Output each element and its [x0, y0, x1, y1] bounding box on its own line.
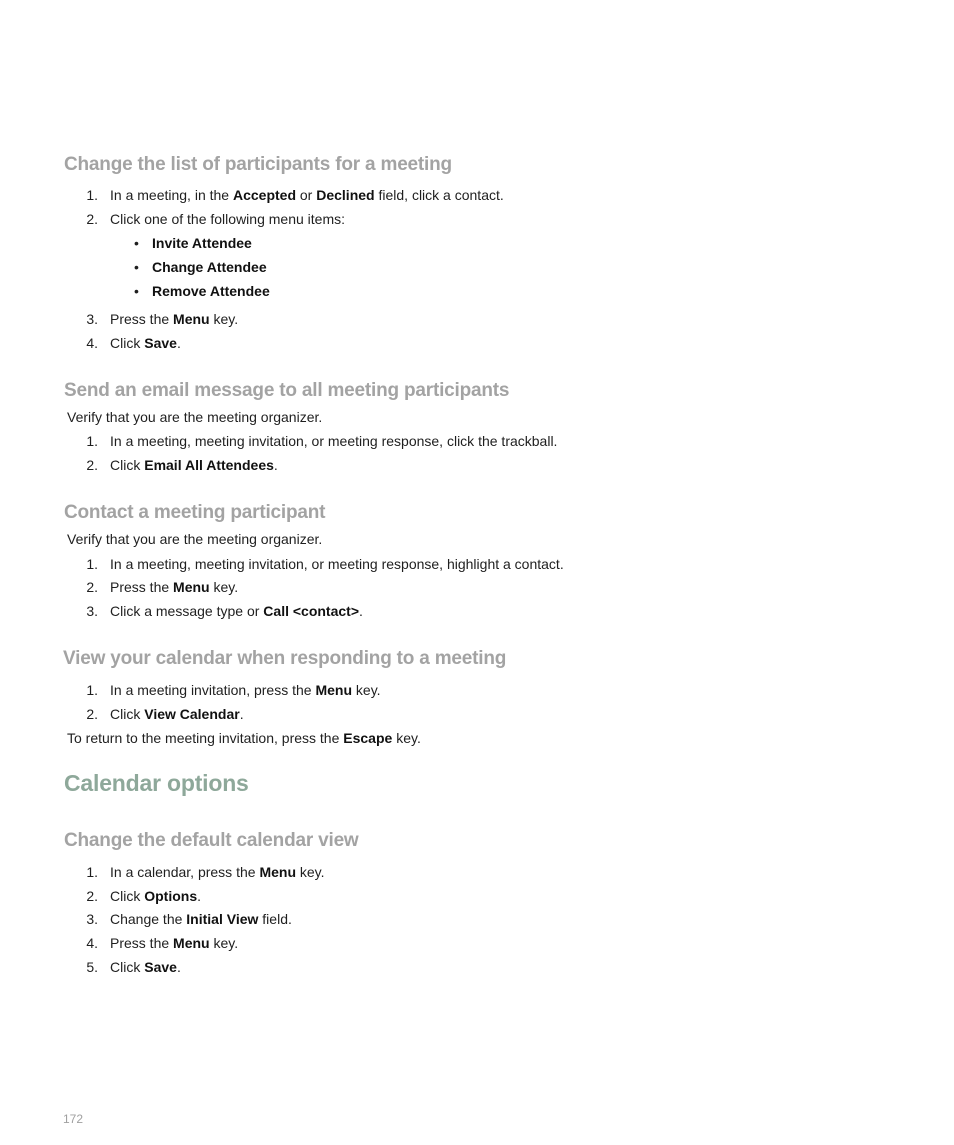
section-heading: Send an email message to all meeting participants	[64, 380, 510, 401]
step-text: Press the Menu key.	[110, 935, 239, 951]
step-number: 4.	[86, 935, 98, 951]
bullet-icon: •	[134, 259, 139, 275]
step-number: 1.	[86, 682, 98, 698]
step-text: Click Save.	[110, 335, 181, 351]
step-text: Click a message type or Call <contact>.	[110, 603, 363, 619]
page-number: 172	[63, 1112, 84, 1126]
bullet-icon: •	[134, 235, 139, 251]
step-text: Change the Initial View field.	[110, 911, 292, 927]
step-text: Click Email All Attendees.	[110, 457, 278, 473]
section-heading: Contact a meeting participant	[64, 502, 326, 523]
step-number: 5.	[86, 959, 98, 975]
step-text: Click Options.	[110, 888, 202, 904]
step-number: 2.	[86, 457, 98, 473]
step-text: In a calendar, press the Menu key.	[110, 864, 325, 880]
section-heading: Change the default calendar view	[64, 830, 359, 851]
step-number: 2.	[86, 211, 98, 227]
bullet-text: Change Attendee	[152, 259, 267, 275]
step-text: In a meeting, meeting invitation, or meeting response, highlight a contact.	[110, 556, 564, 572]
section-intro: Verify that you are the meeting organizer.	[67, 531, 323, 547]
step-text: Click View Calendar.	[110, 706, 244, 722]
step-number: 2.	[86, 706, 98, 722]
chapter-title: Calendar options	[64, 770, 249, 796]
step-text: In a meeting, meeting invitation, or meeting response, click the trackball.	[110, 433, 558, 449]
bullet-icon: •	[134, 283, 139, 299]
step-number: 2.	[86, 888, 98, 904]
step-number: 3.	[86, 911, 98, 927]
step-number: 2.	[86, 579, 98, 595]
section-note: To return to the meeting invitation, press the Escape key.	[67, 730, 421, 746]
bullet-text: Remove Attendee	[152, 283, 270, 299]
step-number: 1.	[86, 864, 98, 880]
step-number: 1.	[86, 433, 98, 449]
step-text: Click Save.	[110, 959, 181, 975]
step-number: 1.	[86, 556, 98, 572]
section-heading: Change the list of participants for a meeting	[64, 154, 452, 175]
step-number: 3.	[86, 603, 98, 619]
step-number: 4.	[86, 335, 98, 351]
bullet-text: Invite Attendee	[152, 235, 252, 251]
section-intro: Verify that you are the meeting organizer.	[67, 409, 323, 425]
step-number: 3.	[86, 311, 98, 327]
step-number: 1.	[86, 187, 98, 203]
step-text: In a meeting, in the Accepted or Declined field, click a contact.	[110, 187, 504, 203]
step-text: Press the Menu key.	[110, 311, 239, 327]
step-text: In a meeting invitation, press the Menu key.	[110, 682, 381, 698]
step-text: Press the Menu key.	[110, 579, 239, 595]
section-heading: View your calendar when responding to a meeting	[63, 648, 507, 669]
step-text: Click one of the following menu items:	[110, 211, 345, 227]
